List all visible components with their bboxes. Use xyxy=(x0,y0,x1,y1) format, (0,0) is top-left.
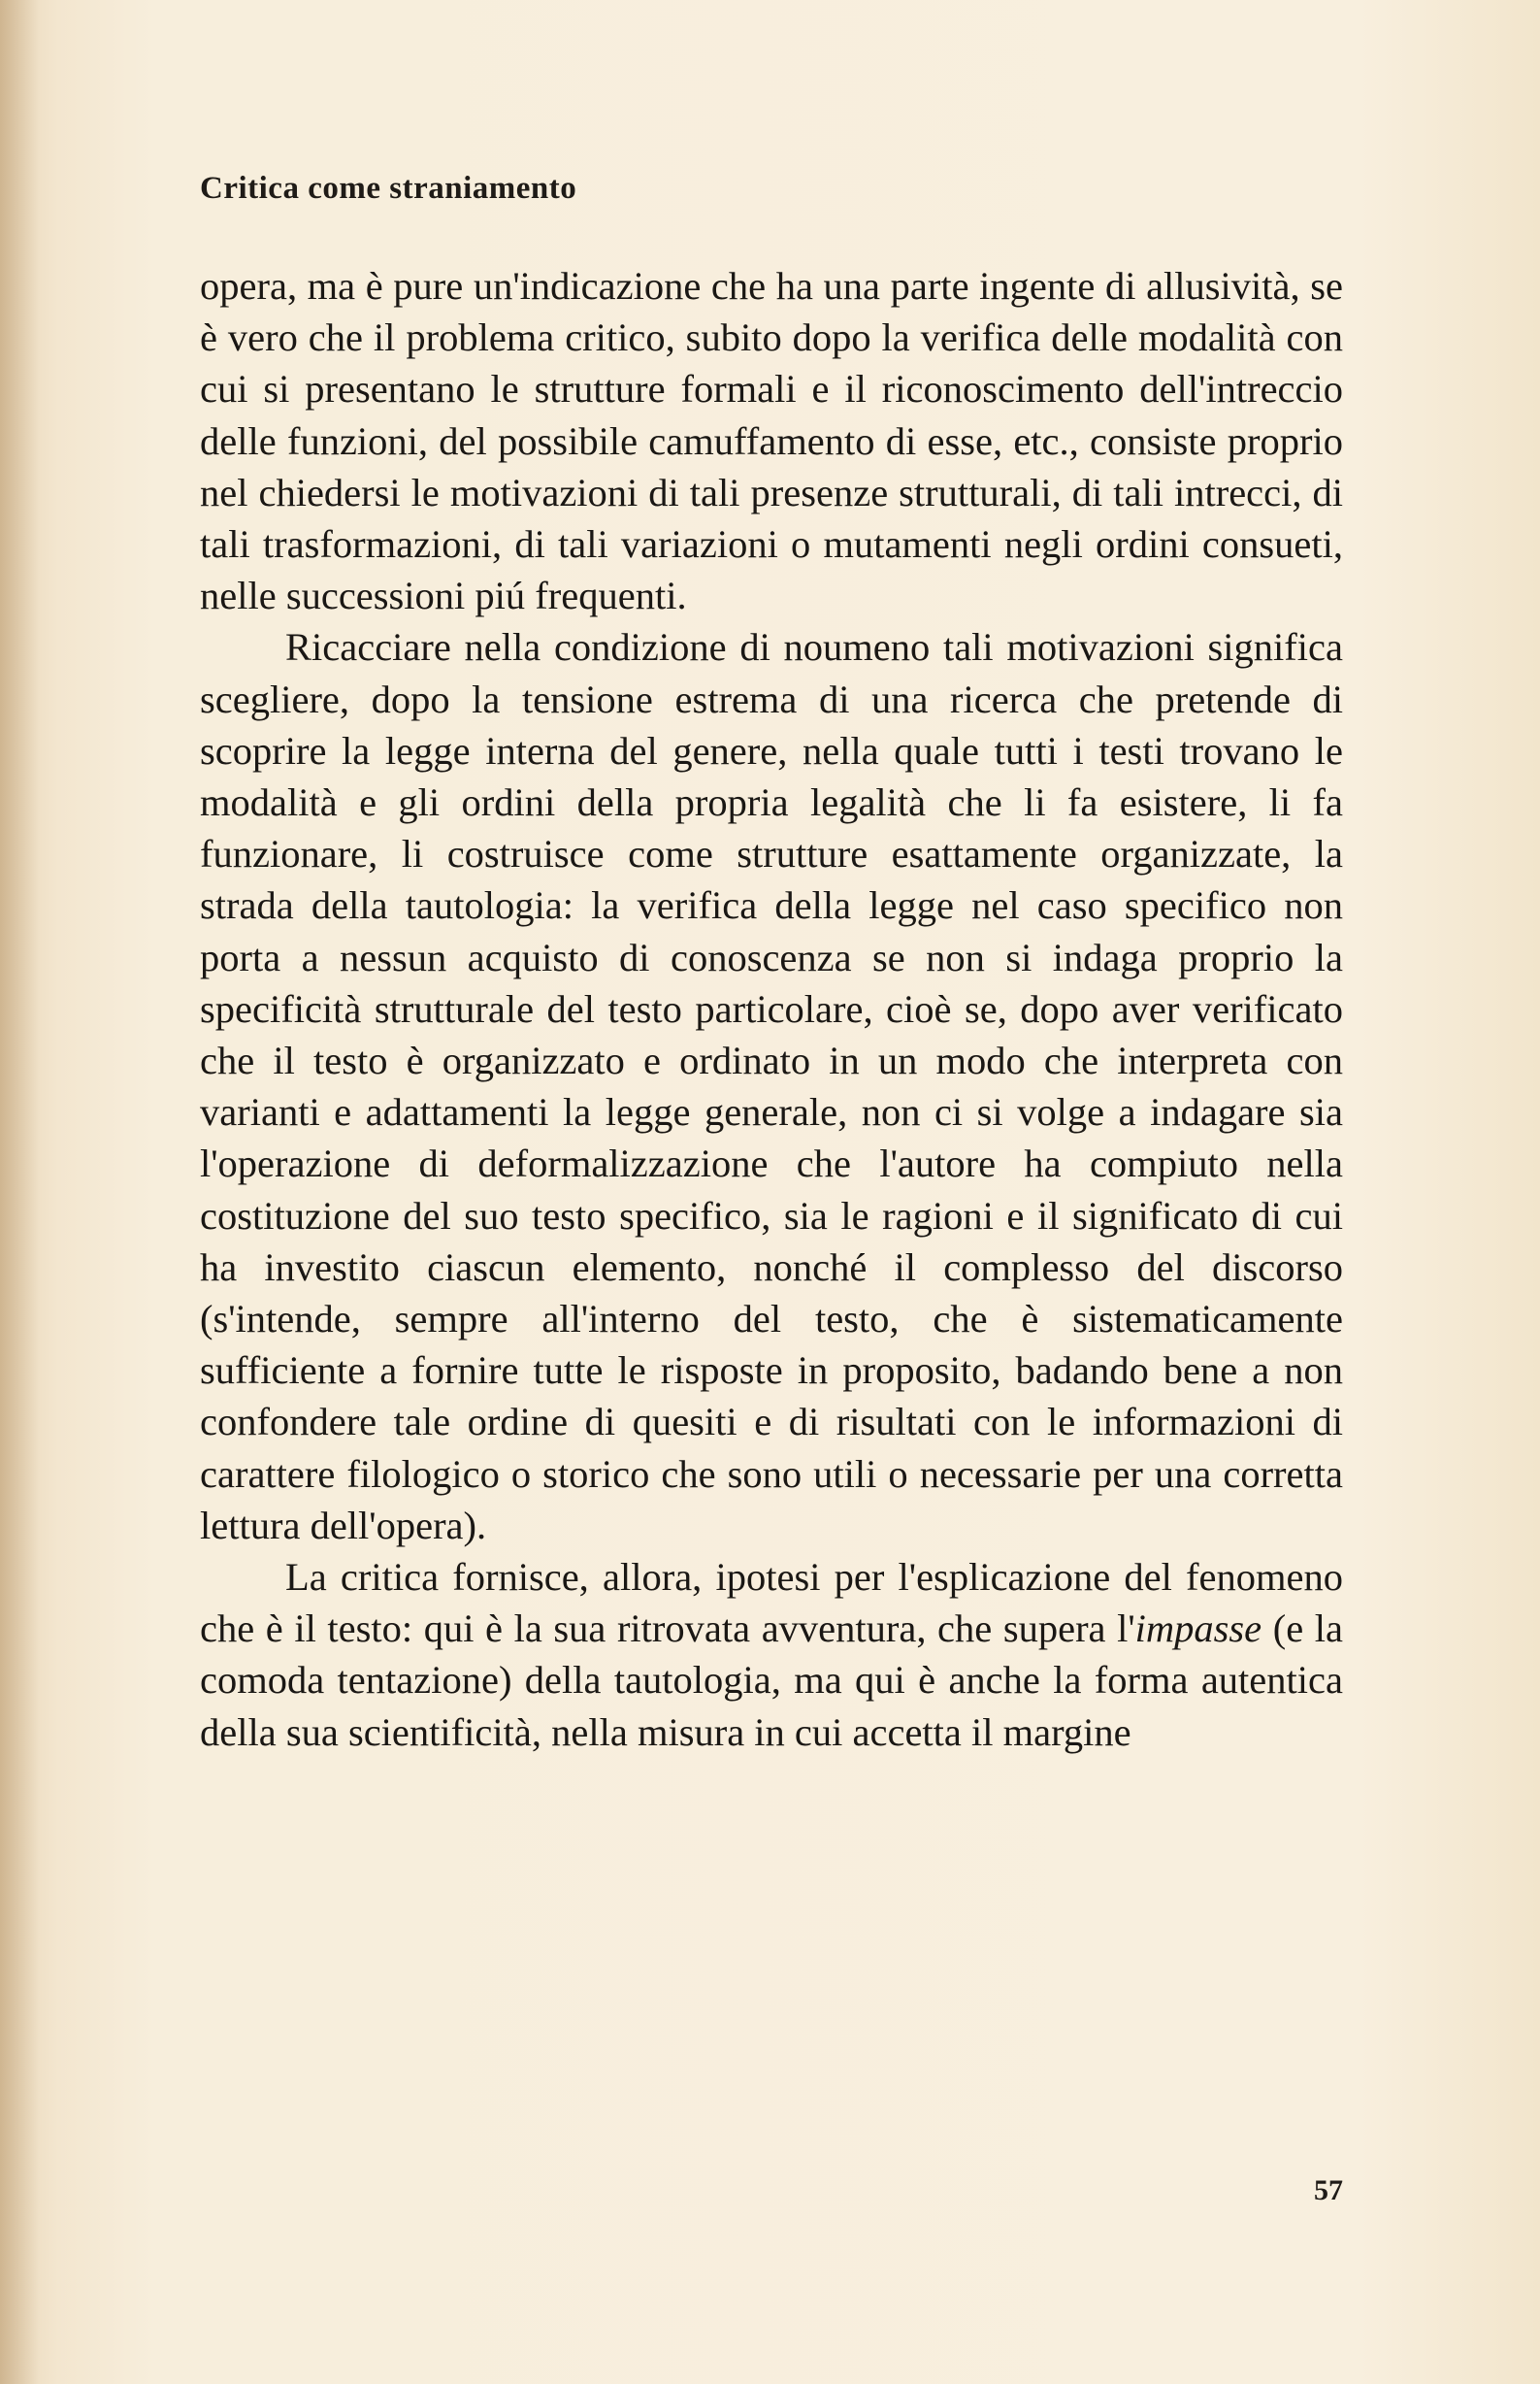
italic-term-impasse: impasse xyxy=(1134,1606,1262,1651)
spine-shadow xyxy=(0,0,39,2384)
paragraph-3-part-2: (e la comoda tentazione) della tautologia, ma qui è anche la forma autentica della sua scientificità, nella misura in cui accetta il margine xyxy=(200,1606,1343,1754)
paragraph-2: Ricacciare nella condizione di noumeno tali motivazioni significa scegliere, dopo la tensione estrema di una ricerca che pretende di scoprire la legge interna del genere, nella quale tutti i testi trovano le modalità e gli ordini della propria legalità che li fa esistere, li fa funzionare, li costruisce come strutture esattamente organizzate, la strada della tautologia: la verifica della legge nel caso specifico non porta a nessun acquisto di conoscenza se non si indaga proprio la specificità strutturale del testo particolare, cioè se, dopo aver verificato che il testo è organizzato e ordinato in un modo che interpreta con varianti e adattamenti la legge generale, non ci si volge a indagare sia l'operazione di deformalizzazione che l'autore ha compiuto nella costituzione del suo testo specifico, sia le ragioni e il significato di cui ha investito ciascun elemento, nonché il complesso del discorso (s'intende, sempre all'interno del testo, che è sistematicamente sufficiente a fornire tutte le risposte in proposito, badando bene a non confondere tale ordine di quesiti e di risultati con le informazioni di carattere filologico o storico che sono utili o necessarie per una corretta lettura dell'opera). xyxy=(200,625,1343,1547)
running-head: Critica come straniamento xyxy=(200,171,577,206)
paragraph-1: opera, ma è pure un'indicazione che ha una parte ingente di allusività, se è vero che il problema critico, subito dopo la verifica delle modalità con cui si presentano le strutture formali e il riconoscimento dell'intreccio delle funzioni, del possibile camuffamento di esse, etc., consiste proprio nel chiedersi le motivazioni di tali presenze strutturali, di tali intrecci, di tali trasformazioni, di tali variazioni o mutamenti negli ordini consueti, nelle successioni piú frequenti. xyxy=(200,264,1343,618)
paragraph-3-part-1: La critica fornisce, allora, ipotesi per l'esplicazione del fenomeno che è il testo: qui è la sua ritrovata avventura, che supera l' xyxy=(200,1555,1343,1651)
page-number: 57 xyxy=(1314,2174,1343,2206)
body-text xyxy=(200,260,1343,1758)
paragraph-3 xyxy=(200,1551,1343,1758)
